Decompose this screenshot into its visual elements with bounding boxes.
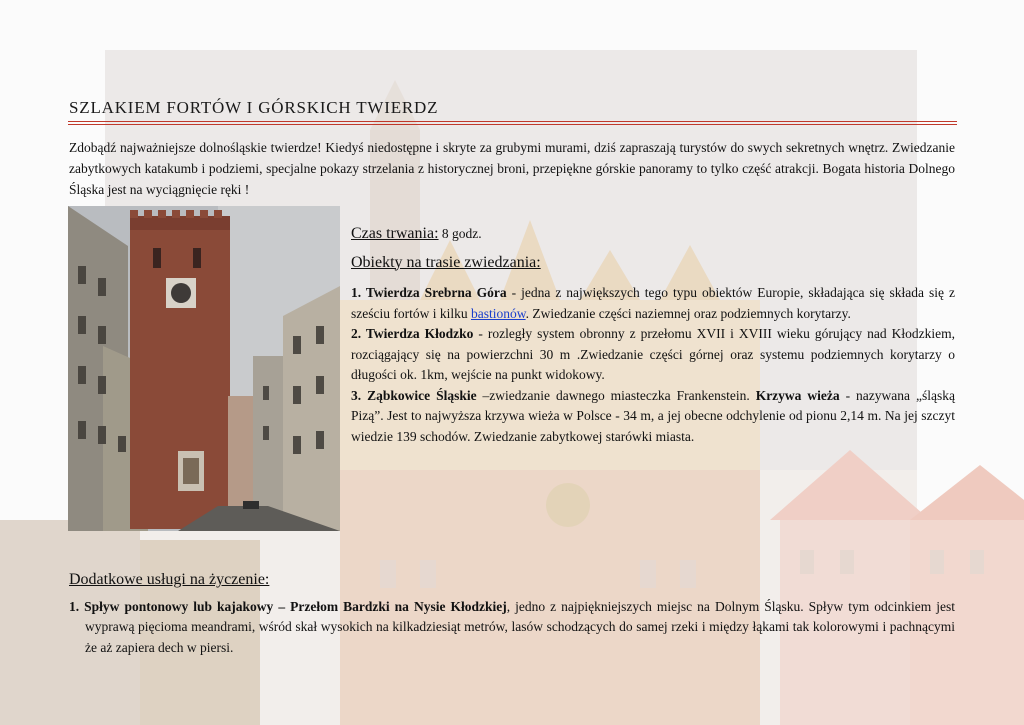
- leaning-tower-image: [68, 206, 340, 531]
- object-3-name: 3. Ząbkowice Śląskie: [351, 387, 477, 403]
- tower-photo: [68, 206, 340, 531]
- object-1-name: 1. Twierdza Srebrna Góra: [351, 285, 507, 300]
- object-2-text: - rozległy system obronny z przełomu XVII i XVIII wieku górujący nad Kłodzkiem, rozciągający się na powierzchni 30 m .Zwiedzanie części górnej oraz systemu podziemnych korytarzy o długości ok. 1km, wejście na punkt widokowy.: [351, 326, 955, 382]
- objects-heading: Obiekty na trasie zwiedzania:: [351, 253, 541, 271]
- object-item-3: [351, 386, 955, 448]
- extra-1-text: , jedno z najpiękniejszych miejsc na Dolnym Śląsku. Spływ tym odcinkiem jest wyprawą pięcioma meandrami, wśród skał wysokich na kilkadziesiąt metrów, lasów schodzących do samej rzeki i między łąkami tak kolorowymi i pachnącymi że aż zapiera dech w piersi.: [85, 598, 955, 655]
- object-3-text: –zwiedzanie dawnego miasteczka Frankenstein.: [476, 387, 756, 403]
- bastiony-link[interactable]: bastionów: [470, 305, 526, 321]
- object-item-2: [351, 324, 955, 386]
- title-underline-second: [68, 124, 957, 125]
- intro-paragraph: Zdobądź najważniejsze dolnośląskie twierdze! Kiedyś niedostępne i skryte za grubymi murami, dziś zapraszają turystów do swych sekretnych wnętrz. Zwiedzanie zabytkowych katakumb i podziemi, specjalne pokazy strzelania z historycznej broni, przepiękne górskie panoramy to tylko część atrakcji. Bogata historia Dolnego Śląska jest na wyciągnięcie ręki !: [69, 140, 955, 197]
- duration-value: 8 godz.: [441, 226, 482, 241]
- objects-heading-line: [351, 253, 955, 274]
- object-item-1: [351, 283, 955, 324]
- extras-heading: Dodatkowe usługi na życzenie:: [69, 571, 270, 588]
- page-title: SZLAKIEM FORTÓW I GÓRSKICH TWIERDZ: [69, 98, 439, 117]
- duration-line: [351, 224, 955, 245]
- duration-label: Czas trwania:: [351, 225, 439, 242]
- extra-item-1: [69, 597, 955, 659]
- title-underline: [68, 121, 957, 122]
- object-1-text-end: . Zwiedzanie części naziemnej oraz podziemnych korytarzy.: [525, 305, 851, 321]
- object-3-name-2: Krzywa wieża: [755, 387, 840, 403]
- extra-1-name: 1. Spływ pontonowy lub kajakowy – Przełom Bardzki na Nysie Kłodzkiej: [69, 598, 507, 614]
- object-2-name: 2. Twierdza Kłodzko: [351, 326, 474, 341]
- tour-details: [351, 224, 955, 447]
- extra-services: [69, 570, 955, 658]
- object-3-text-end: - nazywana „śląską Pizą”. Jest to najwyższa krzywa wieża w Polsce - 34 m, a jej obecne odchylenie od pionu 2,14 m. Na jej szczyt wiedzie 139 schodów. Zwiedzanie zabytkowej starówki miasta.: [351, 387, 955, 444]
- object-1-text: - jedna z największych tego typu obiektów Europie, składająca się składa się z sześciu fortów i kilku: [351, 285, 955, 321]
